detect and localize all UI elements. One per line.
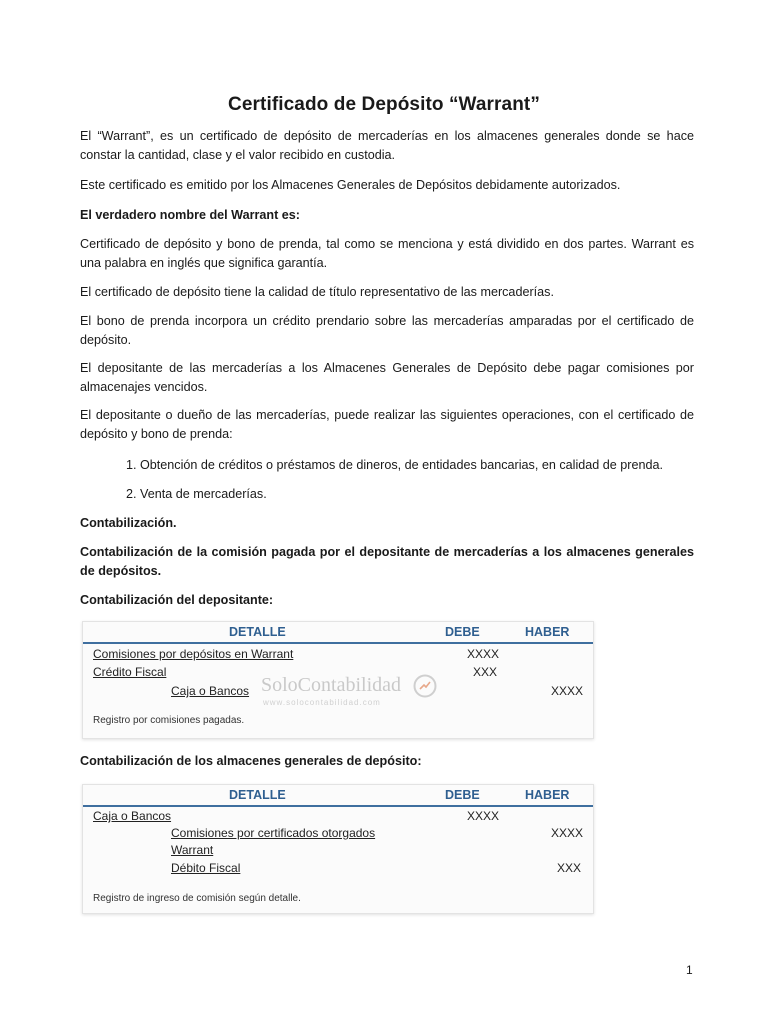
heading-depositor-accounting: Contabilización del depositante:	[80, 593, 274, 607]
paragraph-definition: El “Warrant”, es un certificado de depósito de mercaderías en los almacenes generales donde se hace constar la cantidad, clase y el valor recibido en custodia.	[80, 129, 694, 162]
watermark-logo: SoloContabilidad	[261, 674, 401, 696]
paragraph-operations: El depositante o dueño de las mercaderías, puede realizar las siguientes operaciones, con el certificado de depósito y bono de prenda:	[80, 408, 694, 441]
paragraph-issuer: Este certificado es emitido por los Almacenes Generales de Depósitos debidamente autorizados.	[80, 178, 621, 192]
table-note: Registro por comisiones pagadas.	[93, 715, 245, 726]
paragraph-true-name: Certificado de depósito y bono de prenda, tal como se menciona y está dividido en dos partes. Warrant es una palabra en inglés que significa garantía.	[80, 237, 694, 270]
watermark-url: www.solocontabilidad.com	[263, 698, 381, 707]
paragraph-certificate-quality: El certificado de depósito tiene la calidad de título representativo de las mercaderías.	[80, 285, 554, 299]
document-title: Certificado de Depósito “Warrant”	[228, 94, 540, 115]
table-row-detalle: Caja o Bancos	[171, 684, 250, 698]
table-row-detalle: Warrant	[171, 843, 214, 857]
table-row-detalle: Comisiones por depósitos en Warrant	[93, 647, 294, 661]
header-detalle: DETALLE	[229, 625, 286, 639]
table-row-detalle: Caja o Bancos	[93, 809, 172, 823]
header-haber: HABER	[525, 788, 570, 802]
table-row-haber: XXX	[557, 861, 582, 875]
table-header	[83, 785, 593, 807]
journal-table-depositor	[82, 621, 594, 739]
paragraph-pledge-bond: El bono de prenda incorpora un crédito prendario sobre las mercaderías amparadas por el certificado de depósito.	[80, 314, 694, 347]
page-number: 1	[686, 963, 693, 977]
paragraph-commissions: El depositante de las mercaderías a los Almacenes Generales de Depósito debe pagar comisiones por almacenajes vencidos.	[80, 361, 694, 394]
table-row-detalle: Crédito Fiscal	[93, 665, 167, 679]
journal-table-warehouse	[82, 784, 594, 914]
table-note: Registro de ingreso de comisión según detalle.	[93, 893, 301, 904]
table-row-debe: XXXX	[467, 809, 500, 823]
table-row-debe: XXXX	[467, 647, 500, 661]
header-debe: DEBE	[445, 625, 480, 639]
table-row-detalle: Comisiones por certificados otorgados	[171, 826, 376, 840]
table-row-detalle: Débito Fiscal	[171, 861, 241, 875]
list-item-credit: 1. Obtención de créditos o préstamos de dineros, de entidades bancarias, en calidad de prenda.	[126, 458, 663, 472]
paragraph-accounting-commission: Contabilización de la comisión pagada por el depositante de mercaderías a los almacenes generales de depósitos.	[80, 545, 694, 578]
table-header	[83, 622, 593, 644]
table-row-debe: XXX	[473, 665, 498, 679]
table-row-haber: XXXX	[551, 684, 584, 698]
table-row-haber: XXXX	[551, 826, 584, 840]
header-detalle: DETALLE	[229, 788, 286, 802]
watermark-badge-icon	[413, 674, 437, 698]
list-item-sale: 2. Venta de mercaderías.	[126, 487, 267, 501]
header-haber: HABER	[525, 625, 570, 639]
heading-warehouse-accounting: Contabilización de los almacenes generales de depósito:	[80, 754, 422, 768]
header-debe: DEBE	[445, 788, 480, 802]
heading-accounting: Contabilización.	[80, 516, 177, 530]
paragraph-true-name-heading: El verdadero nombre del Warrant es:	[80, 208, 300, 222]
